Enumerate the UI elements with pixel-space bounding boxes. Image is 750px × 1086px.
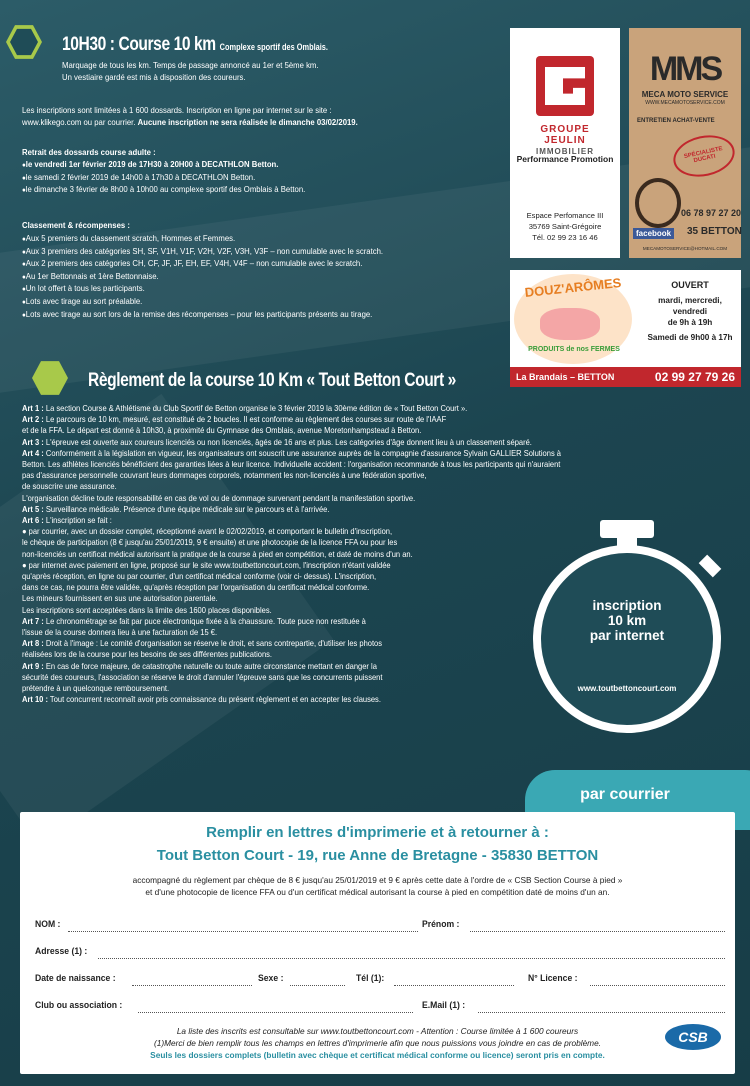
facebook-icon: facebook (633, 228, 674, 239)
list-item: ● le vendredi 1er février 2019 de 17H30 à 20H00 à DECATHLON Betton. (22, 159, 305, 172)
rule-line (22, 437, 661, 448)
registration-form (20, 812, 735, 1074)
meca-email: MECAMOTOSERVICE@HOTMAIL.COM (642, 246, 728, 251)
jeulin-name: GROUPE JEULIN IMMOBILIER (536, 124, 594, 156)
list-item: ● Un lot offert à tous les participants. (22, 283, 383, 296)
signup-url-link[interactable]: www.toutbettoncourt.com (577, 684, 677, 693)
rule-text: Conformément à la législation en vigueur, les organisateurs ont souscrit une assurance auprès de la compagnie d'assurance Sylvain GALLIER Solutions à (43, 447, 562, 458)
jeulin-logo-icon (536, 56, 594, 116)
sexe-label: Sexe : (258, 973, 284, 984)
animals-icon (540, 308, 600, 340)
rule-article-label: Art 10 : (22, 694, 48, 705)
rule-line (22, 549, 661, 560)
meca-phone: 06 78 97 27 20 (681, 208, 742, 218)
rule-article-label: Art 9 : (22, 660, 44, 671)
prenom-field[interactable] (470, 931, 725, 932)
rule-article-label: Art 7 : (22, 615, 44, 626)
ducati-badge: SPÉCIALISTE DUCATI (670, 130, 739, 182)
retrait-title: Retrait des dossards course adulte : (22, 147, 156, 157)
retrait-list (22, 159, 305, 197)
list-item: ● Aux 5 premiers du classement scratch, Hommes et Femmes. (22, 233, 383, 246)
hexagon-icon (6, 24, 42, 60)
list-item: ● Lots avec tirage au sort lors de la remise des récompenses – pour les participants présents au tirage. (22, 309, 383, 322)
sexe-field[interactable] (290, 985, 345, 986)
rule-line (22, 425, 661, 436)
motorcycle-icon (635, 178, 681, 228)
rule-text: dans ce cas, ne pourra être validée, qu'après réception par l'organisation du certificat médical conforme. (22, 582, 370, 593)
rule-article-label: Art 8 : (22, 638, 44, 649)
rule-text: réalisées lors de la course pour les besoins de ses différentes publications. (22, 649, 273, 660)
courrier-label: par courrier (580, 786, 670, 803)
rule-text: Surveillance médicale. Présence d'une équipe médicale sur le parcours et à l'arrivée. (43, 503, 330, 514)
mms-logo: MMS (649, 50, 721, 88)
licence-label: N° Licence : (528, 973, 578, 984)
douz-sub: PRODUITS de nos FERMES (528, 346, 620, 353)
rule-line (22, 459, 661, 470)
meca-name: MECA MOTO SERVICE (641, 90, 729, 99)
classement-list (22, 233, 383, 321)
email-label: E.Mail (1) : (422, 1000, 466, 1011)
rule-article-label: Art 4 : (22, 447, 44, 458)
rule-article-label: Art 5 : (22, 503, 44, 514)
meca-services: ENTRETIEN ACHAT-VENTE (637, 118, 715, 124)
classement-title: Classement & récompenses : (22, 220, 130, 230)
rule-text: et de la FFA. Le départ est donné à 10h30, à proximité du Gymnase des Omblais, avenue Moretonhampstead à Betton. (22, 425, 422, 436)
rules-title: Règlement de la course 10 Km « Tout Betton Court » (88, 370, 456, 391)
prenom-label: Prénom : (422, 919, 460, 930)
naissance-field[interactable] (132, 985, 252, 986)
meca-city: 35 BETTON (687, 226, 742, 237)
rule-text: Tout concurrent reconnaît avoir pris connaissance du présent règlement et en accepter les clauses. (47, 694, 381, 705)
rule-line (22, 526, 661, 537)
rule-text: Betton. Les athlètes licenciés bénéficient des garanties liées à leur licence. Individuelle accident : l'organisation recommande à tous les participants qui n'auraient (22, 459, 561, 470)
rule-article-label: Art 3 : (22, 436, 44, 447)
rule-line (22, 481, 661, 492)
licence-field[interactable] (590, 985, 725, 986)
rule-text: pas d'assurance personnelle couvrant leurs dommages corporels, notamment les non-licenciés à une fédération sportive, (22, 470, 427, 481)
rule-text: qu'après réception, en ligne ou par courrier, d'un certificat médical conforme (voir ci- dessus). L'inscription, (22, 571, 377, 582)
tel-label: Tél (1): (356, 973, 385, 984)
rule-text: non-licenciés un certificat médical autorisant la pratique de la course à pied en compétition, et daté de moins d'un an. (22, 548, 413, 559)
rule-text: de souscrire une assurance. (22, 481, 117, 492)
rule-text: le chèque de participation (8 € jusqu'au 25/01/2019, 9 € ensuite) et une photocopie de la licence FFA ou pour les (22, 537, 398, 548)
jeulin-tagline: Performance Promotion (516, 154, 614, 164)
douz-name: DOUZ'ARÔMES (523, 274, 623, 301)
club-label: Club ou association : (35, 1000, 123, 1011)
rule-line (22, 515, 661, 526)
form-address: Tout Betton Court - 19, rue Anne de Bretagne - 35830 BETTON (156, 847, 599, 864)
adresse-field[interactable] (98, 958, 725, 959)
rule-article-label: Art 6 : (22, 515, 44, 526)
rule-text: Droit à l'image : Le comité d'organisation se réserve le droit, et sans contrepartie, d'utiliser les photos (43, 638, 383, 649)
rule-text: La section Course & Athlétisme du Club Sportif de Betton organise le 3 février 2019 la 30ème édition de « Tout Betton Court ». (43, 403, 468, 413)
adresse-label: Adresse (1) : (35, 946, 88, 957)
rule-text: Le parcours de 10 km, mesuré, est constitué de 2 boucles. Il est conforme au règlement des courses sur route de l'IAAF (43, 414, 447, 425)
form-title: Remplir en lettres d'imprimerie et à retourner à : (206, 824, 549, 841)
csb-logo: CSB (665, 1024, 721, 1050)
nom-field[interactable] (68, 931, 418, 932)
rule-text: L'organisation décline toute responsabilité en cas de vol ou de dommage survenant pendant la manifestation sportive. (22, 492, 416, 503)
course-title: 10H30 : Course 10 km Complexe sportif des Omblais. (62, 34, 328, 55)
form-description: accompagné du règlement par chèque de 8 € jusqu'au 25/01/2019 et 9 € après cette date à l'ordre de « CSB Section Course à pied » et d'une photocopie de licence FFA ou d'un certificat médical autorisant la course à pied en compétition daté de moins d'un an. (132, 875, 623, 897)
rule-line (22, 403, 661, 414)
email-field[interactable] (478, 1012, 725, 1013)
douz-hours: OUVERT mardi, mercredi, vendredi de 9h à 19h Samedi de 9h00 à 17h (647, 280, 733, 342)
sponsor-meca-moto (629, 28, 741, 258)
rule-line (22, 504, 661, 515)
list-item: ● Lots avec tirage au sort préalable. (22, 296, 383, 309)
meca-site: WWW.MECAMOTOSERVICE.COM (645, 100, 725, 106)
sponsor-douz-aromes (510, 270, 741, 387)
list-item: ● le samedi 2 février 2019 de 14h00 à 17h30 à DECATHLON Betton. (22, 172, 305, 185)
club-field[interactable] (138, 1012, 413, 1013)
rule-text: L'épreuve est ouverte aux coureurs licenciés ou non licenciés, âgés de 16 ans et plus. Les catégories d'âge donnent lieu à un classement séparé. (43, 436, 532, 447)
rule-text: sécurité des coureurs, l'association se réserve le droit d'annuler l'épreuve sans que les concurrents puissent (22, 671, 383, 682)
nom-label: NOM : (35, 919, 61, 930)
rule-line (22, 448, 661, 459)
rule-line (22, 493, 661, 504)
rule-text: l'issue de la course donnera lieu à une facturation de 15 €. (22, 627, 218, 638)
course-intro: Marquage de tous les km. Temps de passage annoncé au 1er et 5ème km. Un vestiaire gardé est mis à disposition des coureurs. (62, 60, 319, 82)
jeulin-address: Espace Perfomance III 35769 Saint-Grégoire Tél. 02 99 23 16 46 (526, 211, 604, 242)
list-item: ● Au 1er Bettonnais et 1ère Bettonnaise. (22, 271, 383, 284)
douz-bar: La Brandais – BETTON 02 99 27 79 26 (510, 367, 741, 387)
rule-article-label: Art 1 : (22, 403, 44, 413)
rule-text: prétendre à un quelconque remboursement. (22, 683, 170, 694)
naissance-label: Date de naissance : (35, 973, 116, 984)
rule-text: ● par courrier, avec un dossier complet, réceptionné avant le 02/02/2019, et comportant le bulletin d'inscription, (22, 526, 393, 537)
sponsor-jeulin (510, 28, 620, 258)
form-notes: La liste des inscrits est consultable sur www.toutbettoncourt.com - Attention : Course limitée à 1 600 coureurs (1)Merci de bien remplir tous les champs en lettres d'imprimerie afin que nous puissions vous joindre en cas de problème. Seuls les dossiers complets (bulletin avec chèque et certificat médical conforme ou licence) seront pris en compte. (150, 1026, 605, 1060)
rule-line (22, 414, 661, 425)
list-item: ● Aux 3 premiers des catégories SH, SF, V1H, V1F, V2H, V2F, V3H, V3F – non cumulable avec le scratch. (22, 246, 383, 259)
rule-text: ● par internet avec paiement en ligne, proposé sur le site www.toutbettoncourt.com, l'inscription n'étant validée (22, 559, 391, 570)
rule-text: Les mineurs fournissent en sus une autorisation parentale. (22, 593, 218, 604)
rule-text: Le chronométrage se fait par puce électronique fixée à la chaussure. Toute puce non restituée à (43, 615, 366, 626)
list-item: ● Aux 2 premiers des catégories CH, CF, JF, JF, EH, EF, V4H, V4F – non cumulable avec le scratch. (22, 258, 383, 271)
internet-signup: inscription 10 km par internet (589, 598, 665, 643)
rule-line (22, 537, 661, 548)
list-item: ● le dimanche 3 février de 8h00 à 10h00 au complexe sportif des Omblais à Betton. (22, 184, 305, 197)
tel-field[interactable] (394, 985, 514, 986)
rule-text: L'inscription se fait : (43, 515, 112, 526)
rule-article-label: Art 2 : (22, 414, 44, 425)
limit-text: Les inscriptions sont limitées à 1 600 dossards. Inscription en ligne par internet sur le site : www.klikego.com ou par courrier. Aucune inscription ne sera réalisée le dimanche 03/02/2019. (22, 105, 358, 127)
rule-text: Les inscriptions sont acceptées dans la limite des 1600 places disponibles. (22, 604, 272, 615)
rule-text: En cas de force majeure, de catastrophe naturelle ou toute autre circonstance mettant en danger la (43, 660, 377, 671)
rule-line (22, 470, 661, 481)
